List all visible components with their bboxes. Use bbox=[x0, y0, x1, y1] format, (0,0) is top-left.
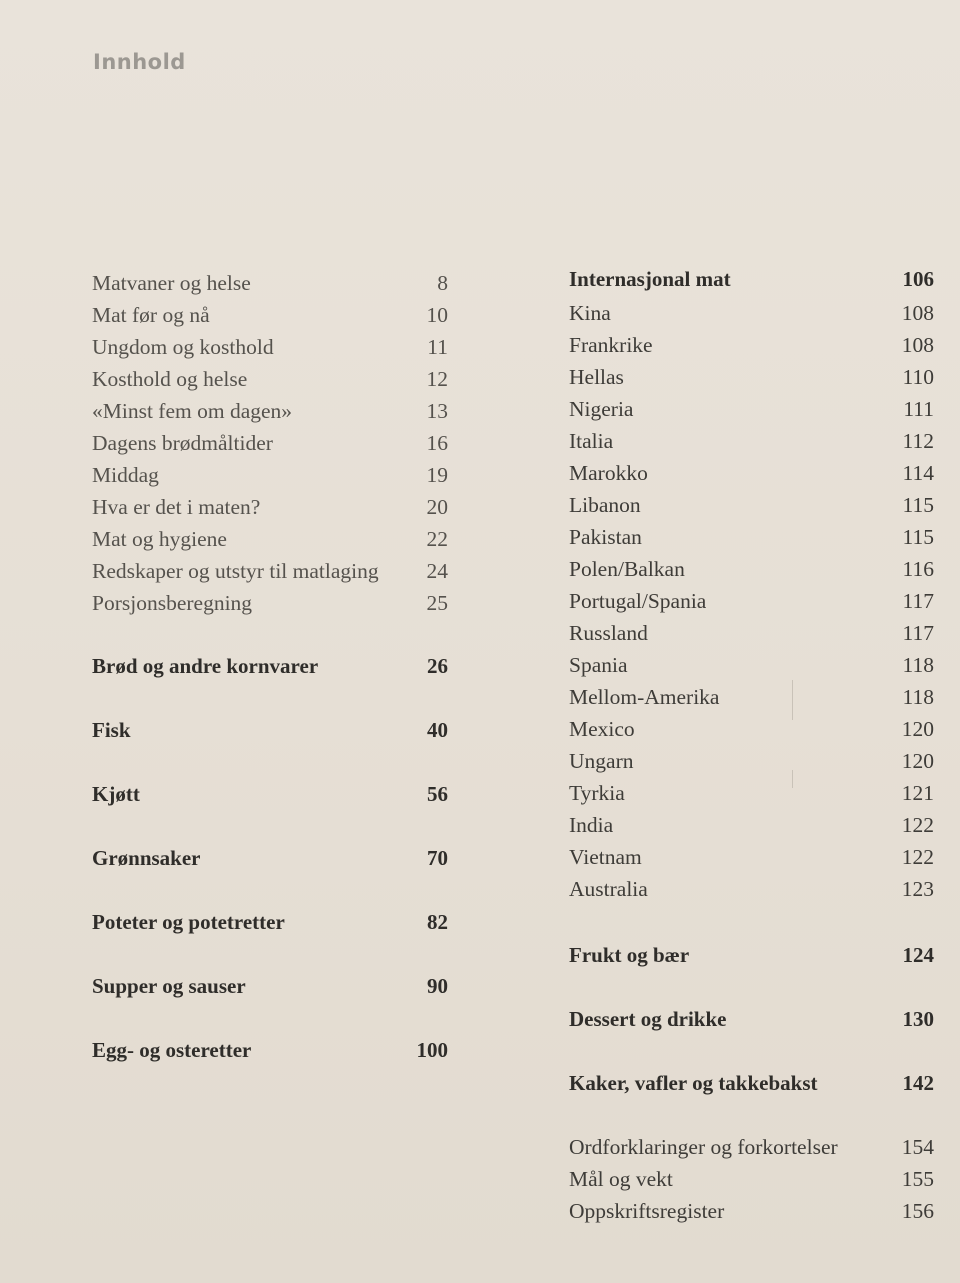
toc-entry-page: 108 bbox=[901, 333, 934, 357]
toc-entry[interactable] bbox=[569, 298, 934, 328]
toc-section[interactable] bbox=[569, 940, 934, 970]
toc-entry-label: Mat før og nå bbox=[92, 303, 210, 327]
toc-entry-label: Frankrike bbox=[569, 333, 653, 357]
toc-entry-page: 19 bbox=[426, 463, 448, 487]
toc-entry-page: 20 bbox=[426, 495, 448, 519]
toc-entry[interactable] bbox=[569, 842, 934, 872]
toc-section-page: 90 bbox=[427, 974, 448, 998]
toc-section-label: Grønnsaker bbox=[92, 846, 201, 870]
toc-entry[interactable] bbox=[569, 330, 934, 360]
toc-entry-label: Italia bbox=[569, 429, 614, 453]
toc-section[interactable] bbox=[92, 651, 448, 681]
toc-entry[interactable] bbox=[569, 522, 934, 552]
toc-entry-label: Kosthold og helse bbox=[92, 367, 248, 391]
toc-section-label: Brød og andre kornvarer bbox=[92, 654, 319, 678]
toc-entry[interactable] bbox=[92, 332, 448, 362]
toc-entry-label: Ungdom og kosthold bbox=[92, 335, 274, 359]
toc-section[interactable] bbox=[92, 715, 448, 745]
toc-entry-page: 108 bbox=[901, 301, 934, 325]
toc-entry[interactable] bbox=[92, 268, 448, 298]
toc-entry[interactable] bbox=[569, 714, 934, 744]
toc-entry[interactable] bbox=[569, 874, 934, 904]
toc-entry-label: Mat og hygiene bbox=[92, 527, 227, 551]
toc-entry[interactable] bbox=[569, 554, 934, 584]
toc-entry-label: Russland bbox=[569, 621, 648, 645]
toc-section-label: Supper og sauser bbox=[92, 974, 246, 998]
toc-entry-label: India bbox=[569, 813, 614, 837]
toc-entry-label: Middag bbox=[92, 463, 159, 487]
toc-entry[interactable] bbox=[569, 458, 934, 488]
toc-section-label: Dessert og drikke bbox=[569, 1007, 727, 1031]
toc-entry-label: Matvaner og helse bbox=[92, 271, 251, 295]
toc-section[interactable] bbox=[92, 971, 448, 1001]
toc-entry-page: 118 bbox=[902, 653, 934, 677]
toc-entry[interactable] bbox=[569, 1164, 934, 1194]
paper-crease-mark bbox=[792, 680, 793, 720]
toc-entry[interactable] bbox=[569, 490, 934, 520]
toc-entry-page: 110 bbox=[902, 365, 934, 389]
toc-entry-label: Ungarn bbox=[569, 749, 634, 773]
toc-section[interactable] bbox=[92, 907, 448, 937]
toc-section[interactable] bbox=[92, 1035, 448, 1065]
toc-section-page: 100 bbox=[416, 1038, 448, 1062]
toc-entry-page: 115 bbox=[902, 493, 934, 517]
toc-section-page: 124 bbox=[902, 943, 934, 967]
toc-entry[interactable] bbox=[569, 586, 934, 616]
toc-entry-page: 13 bbox=[426, 399, 448, 423]
toc-section[interactable] bbox=[569, 1004, 934, 1034]
toc-section-page: 82 bbox=[427, 910, 448, 934]
toc-section-label: Kjøtt bbox=[92, 782, 140, 806]
toc-entry[interactable] bbox=[569, 682, 934, 712]
toc-section[interactable] bbox=[569, 1068, 934, 1098]
toc-entry[interactable] bbox=[569, 426, 934, 456]
toc-section[interactable] bbox=[92, 843, 448, 873]
toc-section-label: Egg- og osteretter bbox=[92, 1038, 252, 1062]
toc-entry[interactable] bbox=[569, 1196, 934, 1226]
toc-section-page: 130 bbox=[902, 1007, 934, 1031]
toc-entry-page: 121 bbox=[901, 781, 934, 805]
toc-entry-page: 120 bbox=[901, 749, 934, 773]
toc-entry[interactable] bbox=[569, 650, 934, 680]
toc-entry-page: 155 bbox=[901, 1167, 934, 1191]
toc-entry-page: 120 bbox=[901, 717, 934, 741]
toc-entry-label: Mellom-Amerika bbox=[569, 685, 720, 709]
toc-entry[interactable] bbox=[569, 778, 934, 808]
paper-crease-mark bbox=[792, 770, 793, 788]
toc-entry-page: 122 bbox=[901, 845, 934, 869]
toc-section-label: Frukt og bær bbox=[569, 943, 690, 967]
toc-entry[interactable] bbox=[569, 810, 934, 840]
toc-section-page: 26 bbox=[427, 654, 448, 678]
toc-entry[interactable] bbox=[92, 588, 448, 618]
toc-entry-label: Ordforklaringer og forkortelser bbox=[569, 1135, 838, 1159]
toc-entry[interactable] bbox=[92, 492, 448, 522]
toc-entry-label: Polen/Balkan bbox=[569, 557, 685, 581]
toc-entry-page: 123 bbox=[901, 877, 934, 901]
toc-entry[interactable] bbox=[92, 364, 448, 394]
toc-entry-label: Portugal/Spania bbox=[569, 589, 707, 613]
toc-entry-label: Vietnam bbox=[569, 845, 642, 869]
toc-entry-page: 117 bbox=[902, 589, 934, 613]
toc-entry-page: 115 bbox=[902, 525, 934, 549]
toc-section-page: 40 bbox=[427, 718, 448, 742]
toc-entry[interactable] bbox=[92, 556, 448, 586]
toc-entry-page: 25 bbox=[426, 591, 448, 615]
toc-entry-page: 16 bbox=[426, 431, 448, 455]
toc-section-page: 56 bbox=[427, 782, 448, 806]
toc-entry-label: Mexico bbox=[569, 717, 635, 741]
toc-entry-page: 117 bbox=[902, 621, 934, 645]
toc-entry-label: Redskaper og utstyr til matlaging bbox=[92, 559, 379, 583]
toc-entry-label: Nigeria bbox=[569, 397, 634, 421]
toc-entry-label: Kina bbox=[569, 301, 611, 325]
toc-section[interactable] bbox=[92, 779, 448, 809]
toc-entry-page: 156 bbox=[901, 1199, 934, 1223]
toc-entry-page: 10 bbox=[426, 303, 448, 327]
toc-entry-page: 12 bbox=[426, 367, 448, 391]
toc-entry-label: Porsjonsberegning bbox=[92, 591, 253, 615]
toc-entry[interactable] bbox=[92, 524, 448, 554]
toc-entry-page: 154 bbox=[901, 1135, 934, 1159]
toc-entry-label: Marokko bbox=[569, 461, 648, 485]
toc-entry[interactable] bbox=[92, 460, 448, 490]
toc-entry[interactable] bbox=[569, 394, 934, 424]
page-title: Innhold bbox=[93, 50, 186, 74]
toc-entry-label: Australia bbox=[569, 877, 648, 901]
toc-entry-page: 22 bbox=[426, 527, 448, 551]
toc-section[interactable] bbox=[569, 264, 934, 294]
toc-entry-page: 114 bbox=[902, 461, 934, 485]
toc-entry-label: Oppskriftsregister bbox=[569, 1199, 725, 1223]
toc-entry-page: 112 bbox=[902, 429, 934, 453]
toc-section-page: 142 bbox=[902, 1071, 934, 1095]
toc-entry-label: Pakistan bbox=[569, 525, 642, 549]
toc-entry-label: Tyrkia bbox=[569, 781, 625, 805]
toc-section-page: 106 bbox=[902, 267, 934, 291]
toc-entry-page: 122 bbox=[901, 813, 934, 837]
toc-section-label: Poteter og potetretter bbox=[92, 910, 285, 934]
toc-entry-page: 118 bbox=[902, 685, 934, 709]
toc-entry-page: 8 bbox=[437, 271, 448, 295]
toc-section-page: 70 bbox=[427, 846, 448, 870]
toc-entry[interactable] bbox=[569, 1132, 934, 1162]
toc-entry-page: 111 bbox=[903, 397, 934, 421]
toc-entry-label: «Minst fem om dagen» bbox=[92, 399, 293, 423]
toc-entry-label: Mål og vekt bbox=[569, 1167, 673, 1191]
toc-entry-label: Dagens brødmåltider bbox=[92, 431, 273, 455]
toc-entry[interactable] bbox=[92, 428, 448, 458]
toc-section-label: Kaker, vafler og takkebakst bbox=[569, 1071, 818, 1095]
toc-entry-page: 11 bbox=[427, 335, 448, 359]
toc-entry[interactable] bbox=[569, 618, 934, 648]
toc-entry-label: Spania bbox=[569, 653, 628, 677]
toc-entry[interactable] bbox=[569, 362, 934, 392]
toc-section-label: Internasjonal mat bbox=[569, 267, 731, 291]
toc-entry[interactable] bbox=[92, 300, 448, 330]
toc-entry[interactable] bbox=[569, 746, 934, 776]
toc-entry-label: Hellas bbox=[569, 365, 624, 389]
toc-entry-page: 24 bbox=[426, 559, 448, 583]
toc-entry-label: Libanon bbox=[569, 493, 641, 517]
toc-entry-label: Hva er det i maten? bbox=[92, 495, 261, 519]
toc-entry[interactable] bbox=[92, 396, 448, 426]
toc-entry-page: 116 bbox=[902, 557, 934, 581]
toc-section-label: Fisk bbox=[92, 718, 131, 742]
